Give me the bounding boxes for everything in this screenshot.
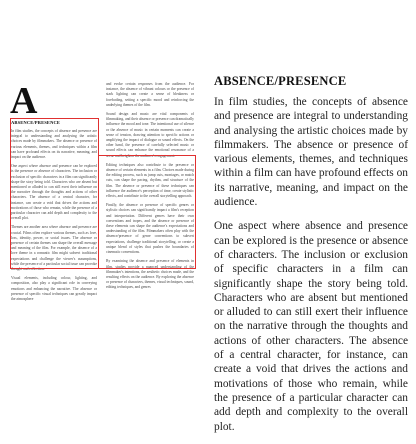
- highlight-box-left: [10, 118, 99, 269]
- thumbnail-paragraph: Visual elements, including colour, lighting, and composition, also play a significant role in conveying emotions and enhancing the narrative. The absence or presence of specific visual techniques can greatly impact the atmosphere: [11, 276, 97, 302]
- thumbnail-heading: ABSENCE/PRESENCE: [11, 120, 61, 125]
- highlight-box-right: [104, 155, 196, 269]
- thumbnail-paragraph: One aspect where absence and presence can be explored is the presence or absence of characters. The inclusion or exclusion of specific characters in a film can significantly shape the story being told. Characters who are absent but mentioned or alluded to can still exert their influence on the narrative through the thoughts and actions of other characters. The absence of a central character, for instance, can create a void that drives the actions and motivations of those who remain, while the presence of a particular character can add depth and complexity to the overall plot.: [11, 164, 97, 221]
- highlight-connector: [99, 268, 105, 269]
- excerpt-paragraph: One aspect where absence and presence can be explored is the presence or absence of characters. The inclusion or exclusion of specific characters in a film can significantly shape the story being told. Characters who are absent but mentioned or alluded to can still exert their influence on the narrative through the thoughts and actions of other characters. The absence of a central character, for instance, can create a void that drives the actions and motivations of those who remain, while the presence of a particular character can add depth and complexity to the overall plot.: [214, 220, 408, 433]
- excerpt-heading: ABSENCE/PRESENCE: [214, 74, 347, 88]
- thumbnail-paragraph: By examining the absence and presence of elements in film, studies provide a nuanced understanding of the filmmaker's intentions, the aesthetic choices made, and the resulting effects on the audience. By exploring the absence or presence of characters, themes, visual techniques, sound, editing techniques, and genres: [106, 259, 194, 290]
- drop-initial: A: [10, 80, 38, 122]
- thumbnail-paragraph: In film studies, the concepts of absence and presence are integral to understanding and analysing the artistic choices made by filmmakers. The absence or presence of various elements, themes, and techniques within a film can have profound effects on its narrative, meaning, and impact on the audience.: [11, 129, 97, 160]
- excerpt-panel: [214, 73, 408, 444]
- excerpt-paragraph: In film studies, the concepts of absence and presence are integral to understanding and analysing the artistic choices made by filmmakers. The absence or presence of various elements, themes, and techniques within a film can have profound effects on its narrative, meaning, and impact on the audience.: [214, 96, 408, 209]
- thumbnail-paragraph: Editing techniques also contribute to the presence or absence of certain elements in a film. Choices made during the editing process, such as jump cuts, montages, or match cuts, can shape the pacing, rhythm, and structure of the film. The absence or presence of these techniques can influence the audience's perception of time, create stylistic effects, and contribute to the overall storytelling approach.: [106, 162, 194, 199]
- thumbnail-paragraph: Themes are another area where absence and presence are crucial. Films often explore various themes, such as love, loss, identity, power, or social issues. The absence or presence of certain themes can shape the overall message and meaning of the film. For example, the absence of a love theme in a romantic film might subvert traditional expectations and challenge the viewer's assumptions, while the presence of a particular social issue can provoke thought and reflection.: [11, 225, 97, 272]
- thumbnail-paragraph: Finally, the absence or presence of specific genres or stylistic choices can significantly impact a film's reception and interpretation. Different genres have their own conventions and tropes, and the absence or presence of these elements can shape the audience's expectations and understanding of the film. Filmmakers often play with the absence/presence of genre conventions to subvert expectations, challenge traditional storytelling, or create a unique blend of styles that pushes the boundaries of cinematic conventions.: [106, 203, 194, 255]
- page-thumbnail: [0, 0, 200, 416]
- thumbnail-paragraph: and evoke certain responses from the audience. For instance, the absence of vibrant colours or the presence of stark lighting can create a sense of bleakness or foreboding, setting a specific mood and reinforcing the underlying themes of the film.: [106, 82, 194, 107]
- thumbnail-paragraph: Sound design and music are vital components of filmmaking, and their absence or presence can dramatically influence the mood and tone. The intentional use of silence or the absence of music in certain moments can create a sense of tension, drawing attention to specific actions or amplifying the impact of dialogue or sound effects. On the other hand, the presence of carefully selected music or sound effects can enhance the emotional resonance of a scene and heighten the audience's engagement.: [106, 112, 194, 158]
